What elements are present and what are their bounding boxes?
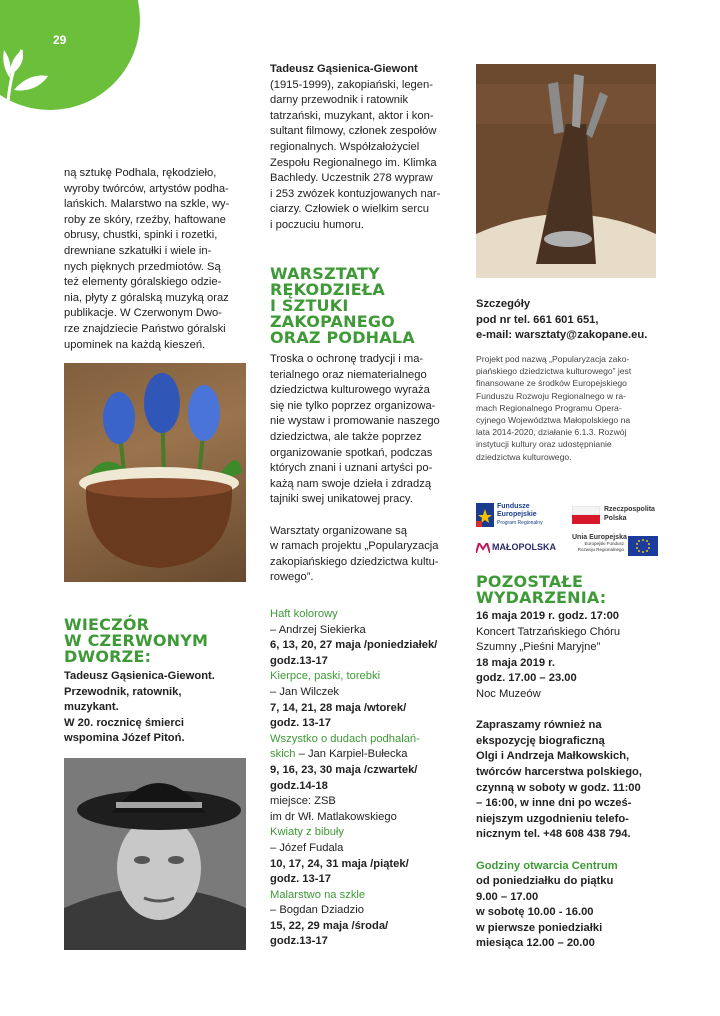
text-line: dziedzictwa, ale także poprzez (270, 430, 422, 443)
text-line: czynną w soboty w godz. 11:00 (476, 781, 641, 794)
hours-line: 9.00 – 17.00 (476, 890, 539, 903)
text-line: cyjnego Województwa Małopolskiego na (476, 415, 631, 426)
text-line: lata 2014-2020, działanie 6.1.3. Rozwój (476, 427, 627, 438)
workshop-dates: godz.14-18 (270, 779, 328, 792)
text-line: niejszym uzgodnieniu telefo- (476, 812, 629, 825)
hours-line: od poniedziałku do piątku (476, 875, 614, 888)
workshop-teacher: – Jan Wilczek (270, 685, 340, 698)
workshop-title: Wszystko o dudach podhalań- (270, 732, 420, 745)
text-line: Bachledy. Uczestnik 278 wypraw (270, 172, 433, 185)
text-line: wspomina Józef Pitoń. (64, 732, 185, 745)
workshop-dates: 9, 16, 23, 30 maja /czwartek/ (270, 763, 418, 776)
text-line: tatrzański, muzykant, aktor i kon- (270, 109, 434, 122)
text-line: Troska o ochronę tradycji i ma- (270, 353, 424, 365)
bio-name: Tadeusz Gąsienica-Giewont (270, 63, 418, 75)
text-line: sultant filmowy, członek zespołów (270, 125, 437, 138)
text-line: piańskiego dziedzictwa kulturowego” jest (476, 366, 632, 377)
heading-line: W CZERWONYM (64, 631, 209, 650)
logo-unia-europejska (572, 534, 662, 560)
text-line: roby ze skóry, rzeźby, haftowane (64, 213, 226, 226)
text-line: Funduszu Rozwoju Regionalnego w ra- (476, 390, 626, 401)
workshop-teacher: – Józef Fudala (270, 841, 344, 854)
eu-funds-icon (476, 503, 494, 527)
workshop-dates: 6, 13, 20, 27 maja /poniedziałek/ (270, 639, 438, 652)
workshop-teacher: – Bogdan Dziadzio (270, 904, 364, 917)
col1-heading (64, 617, 208, 665)
text-line: Tadeusz Gąsienica-Giewont. (64, 670, 215, 682)
text-line: regionalnych. Współzałożyciel (270, 140, 420, 153)
logo-text: Fundusze (497, 503, 530, 510)
contact-details (476, 297, 676, 344)
logo-rzeczpospolita (572, 504, 672, 528)
text-line: upominek na każdą kieszeń. (64, 338, 206, 351)
logo-text: MAŁOPOLSKA (492, 542, 556, 552)
hours-line: w sobotę 10.00 - 16.00 (476, 906, 594, 919)
text-line: organizowanie spotkań, podczas (270, 446, 433, 459)
text-line: terialnego oraz niematerialnego (270, 368, 427, 381)
text-line: i 253 zwózek kontuzjowanych nar- (270, 187, 441, 200)
workshop-dates: 15, 22, 29 maja /środa/ (270, 919, 389, 932)
text-line: Olgi i Andrzeja Małkowskich, (476, 750, 630, 763)
text-line: nie wystaw i promowanie naszego (270, 415, 440, 428)
text-line: Szczegóły (476, 298, 531, 310)
workshop-teacher: – Jan Karpiel-Bułecka (295, 748, 408, 761)
text-line: w ramach projektu „Popularyzacja (270, 540, 439, 553)
heading-line: POZOSTAŁE (476, 572, 584, 591)
workshop-dates: godz. 13-17 (270, 717, 331, 730)
text-line: Zespołu Regionalnego im. Klimka (270, 156, 437, 169)
eu-stars-icon (628, 536, 658, 556)
logo-text: Polska (604, 514, 627, 522)
workshop-place: im dr Wł. Matlakowskiego (270, 810, 397, 823)
heading-line: WYDARZENIA: (476, 588, 607, 607)
text-line: ną sztukę Podhala, rękodzieło, (64, 167, 217, 179)
malopolska-icon (476, 543, 490, 553)
polish-flag-icon (572, 506, 600, 524)
text-line: dziedzictwa kulturowego wyraża (270, 384, 430, 397)
heading-line: DWORZE: (64, 647, 152, 666)
col2-bio (270, 62, 462, 234)
heading-line: ORAZ PODHALA (270, 328, 415, 347)
text-line: nicznym tel. +48 608 438 794. (476, 828, 631, 841)
text-line: twórców harcerstwa polskiego, (476, 765, 642, 778)
heading-line: WARSZTATY (270, 264, 380, 283)
hours-title: Godziny otwarcia Centrum (476, 859, 618, 872)
workshop-title: skich (270, 748, 296, 761)
text-line: się nie tylko poprzez organizowa- (270, 399, 436, 412)
text-line: Warsztaty organizowane są (270, 524, 408, 537)
text-line: publikacje. W Czerwonym Dwo- (64, 307, 222, 320)
text-line: darny przewodnik i ratownik (270, 94, 409, 107)
logo-text: Rozwoju Regionalnego (577, 547, 624, 552)
workshop-title: Kierpce, paski, torebki (270, 670, 381, 683)
text-line: – 16:00, w inne dni po wcześ- (476, 797, 632, 810)
text-line: też elementy góralskiego odzie- (64, 276, 222, 289)
photo-carved-wooden-hand (476, 64, 656, 278)
text-line: rowego”. (270, 571, 314, 584)
funding-note (476, 353, 666, 463)
event-date: 18 maja 2019 r. (476, 656, 556, 669)
event-date: 16 maja 2019 r. godz. 17:00 (476, 610, 620, 622)
workshops-list (270, 607, 470, 950)
text-line: tajniki swej unikatowej pracy. (270, 493, 413, 506)
heading-line: I SZTUKI (270, 296, 349, 315)
workshop-title: Haft kolorowy (270, 608, 338, 620)
logo-text: Rzeczpospolita (604, 506, 655, 513)
event-name: Noc Muzeów (476, 687, 541, 700)
text-line: finansowane ze środków Europejskiego (476, 378, 627, 389)
text-line: W 20. rocznicę śmierci (64, 716, 185, 729)
workshop-title: Malarstwo na szkle (270, 888, 366, 901)
workshop-dates: godz.13-17 (270, 935, 328, 948)
hours-line: miesiąca 12.00 – 20.00 (476, 937, 595, 950)
text-line: ciarzy. Człowiek o wielkim sercu (270, 203, 429, 216)
text-line: (1915-1999), zakopiański, legen- (270, 78, 433, 91)
heading-line: ZAKOPANEGO (270, 312, 395, 331)
workshop-dates: 10, 17, 24, 31 maja /piątek/ (270, 857, 409, 870)
page-number: 29 (53, 33, 67, 47)
photo-stained-glass-flowers (64, 363, 246, 582)
text-line: e-mail: warsztaty@zakopane.eu. (476, 329, 648, 342)
text-line: mach Regionalnego Programu Opera- (476, 402, 622, 413)
text-line: muzykant. (64, 701, 119, 714)
text-line: obrusy, chustki, spinki i rozetki, (64, 229, 218, 242)
text-line: instytucji kultury oraz udostępnianie (476, 439, 612, 450)
col3-heading (476, 574, 606, 606)
text-line: i poczuciu humoru. (270, 218, 364, 231)
hours-line: w pierwsze poniedziałki (476, 921, 603, 934)
logo-text: Program Regionalny (497, 520, 543, 526)
col2-body (270, 352, 462, 586)
text-line: nych pięknych przedmiotów. Są (64, 260, 221, 273)
text-line: ekspozycję biograficzną (476, 734, 605, 747)
photo-portrait (64, 758, 246, 950)
text-line: Przewodnik, ratownik, (64, 685, 182, 698)
workshop-teacher: – Andrzej Siekierka (270, 623, 366, 636)
logo-fundusze-europejskie (476, 503, 566, 529)
event-name: Koncert Tatrzańskiego Chóru (476, 625, 621, 638)
workshop-place: miejsce: ZSB (270, 795, 336, 808)
logo-text: Europejski Fundusz (584, 541, 624, 546)
other-events (476, 609, 676, 952)
text-line: wyroby twórców, artystów podha- (64, 182, 229, 195)
event-name: Szumny „Pieśni Maryjne” (476, 641, 601, 654)
text-line: dziedzictwa kulturowego. (476, 451, 572, 462)
heading-line: RĘKODZIEŁA (270, 280, 385, 299)
text-line: rze znajdziecie Państwo góralski (64, 322, 226, 335)
text-line: drewniane szkatułki i wiele in- (64, 244, 212, 257)
text-line: nia, płyty z góralską muzyką oraz (64, 291, 229, 304)
col1-event-info (64, 669, 250, 747)
text-line: Zapraszamy również na (476, 719, 602, 732)
col1-intro (64, 166, 250, 353)
text-line: lańskich. Malarstwo na szkle, wy- (64, 198, 230, 211)
workshop-dates: godz. 13-17 (270, 873, 331, 886)
text-line: pod nr tel. 661 601 651, (476, 313, 599, 326)
text-line: Projekt pod nazwą „Popularyzacja zako- (476, 354, 630, 364)
logo-malopolska (476, 540, 566, 556)
text-line: których znani i uznani artyści po- (270, 462, 433, 475)
text-line: każą nam swoje dzieła i zdradzą (270, 477, 432, 490)
workshop-dates: godz.13-17 (270, 654, 328, 667)
logo-text: Unia Europejska (572, 534, 627, 541)
logo-text: Europejskie (497, 511, 537, 518)
text-line: zakopiańskiego dziedzictwa kultu- (270, 555, 439, 568)
workshop-title: Kwiaty z bibuły (270, 826, 344, 839)
leaf-logo-icon (0, 30, 60, 110)
event-date: godz. 17.00 – 23.00 (476, 672, 577, 685)
workshop-dates: 7, 14, 21, 28 maja /wtorek/ (270, 701, 407, 714)
heading-line: WIECZÓR (64, 615, 150, 634)
col2-heading (270, 266, 415, 346)
